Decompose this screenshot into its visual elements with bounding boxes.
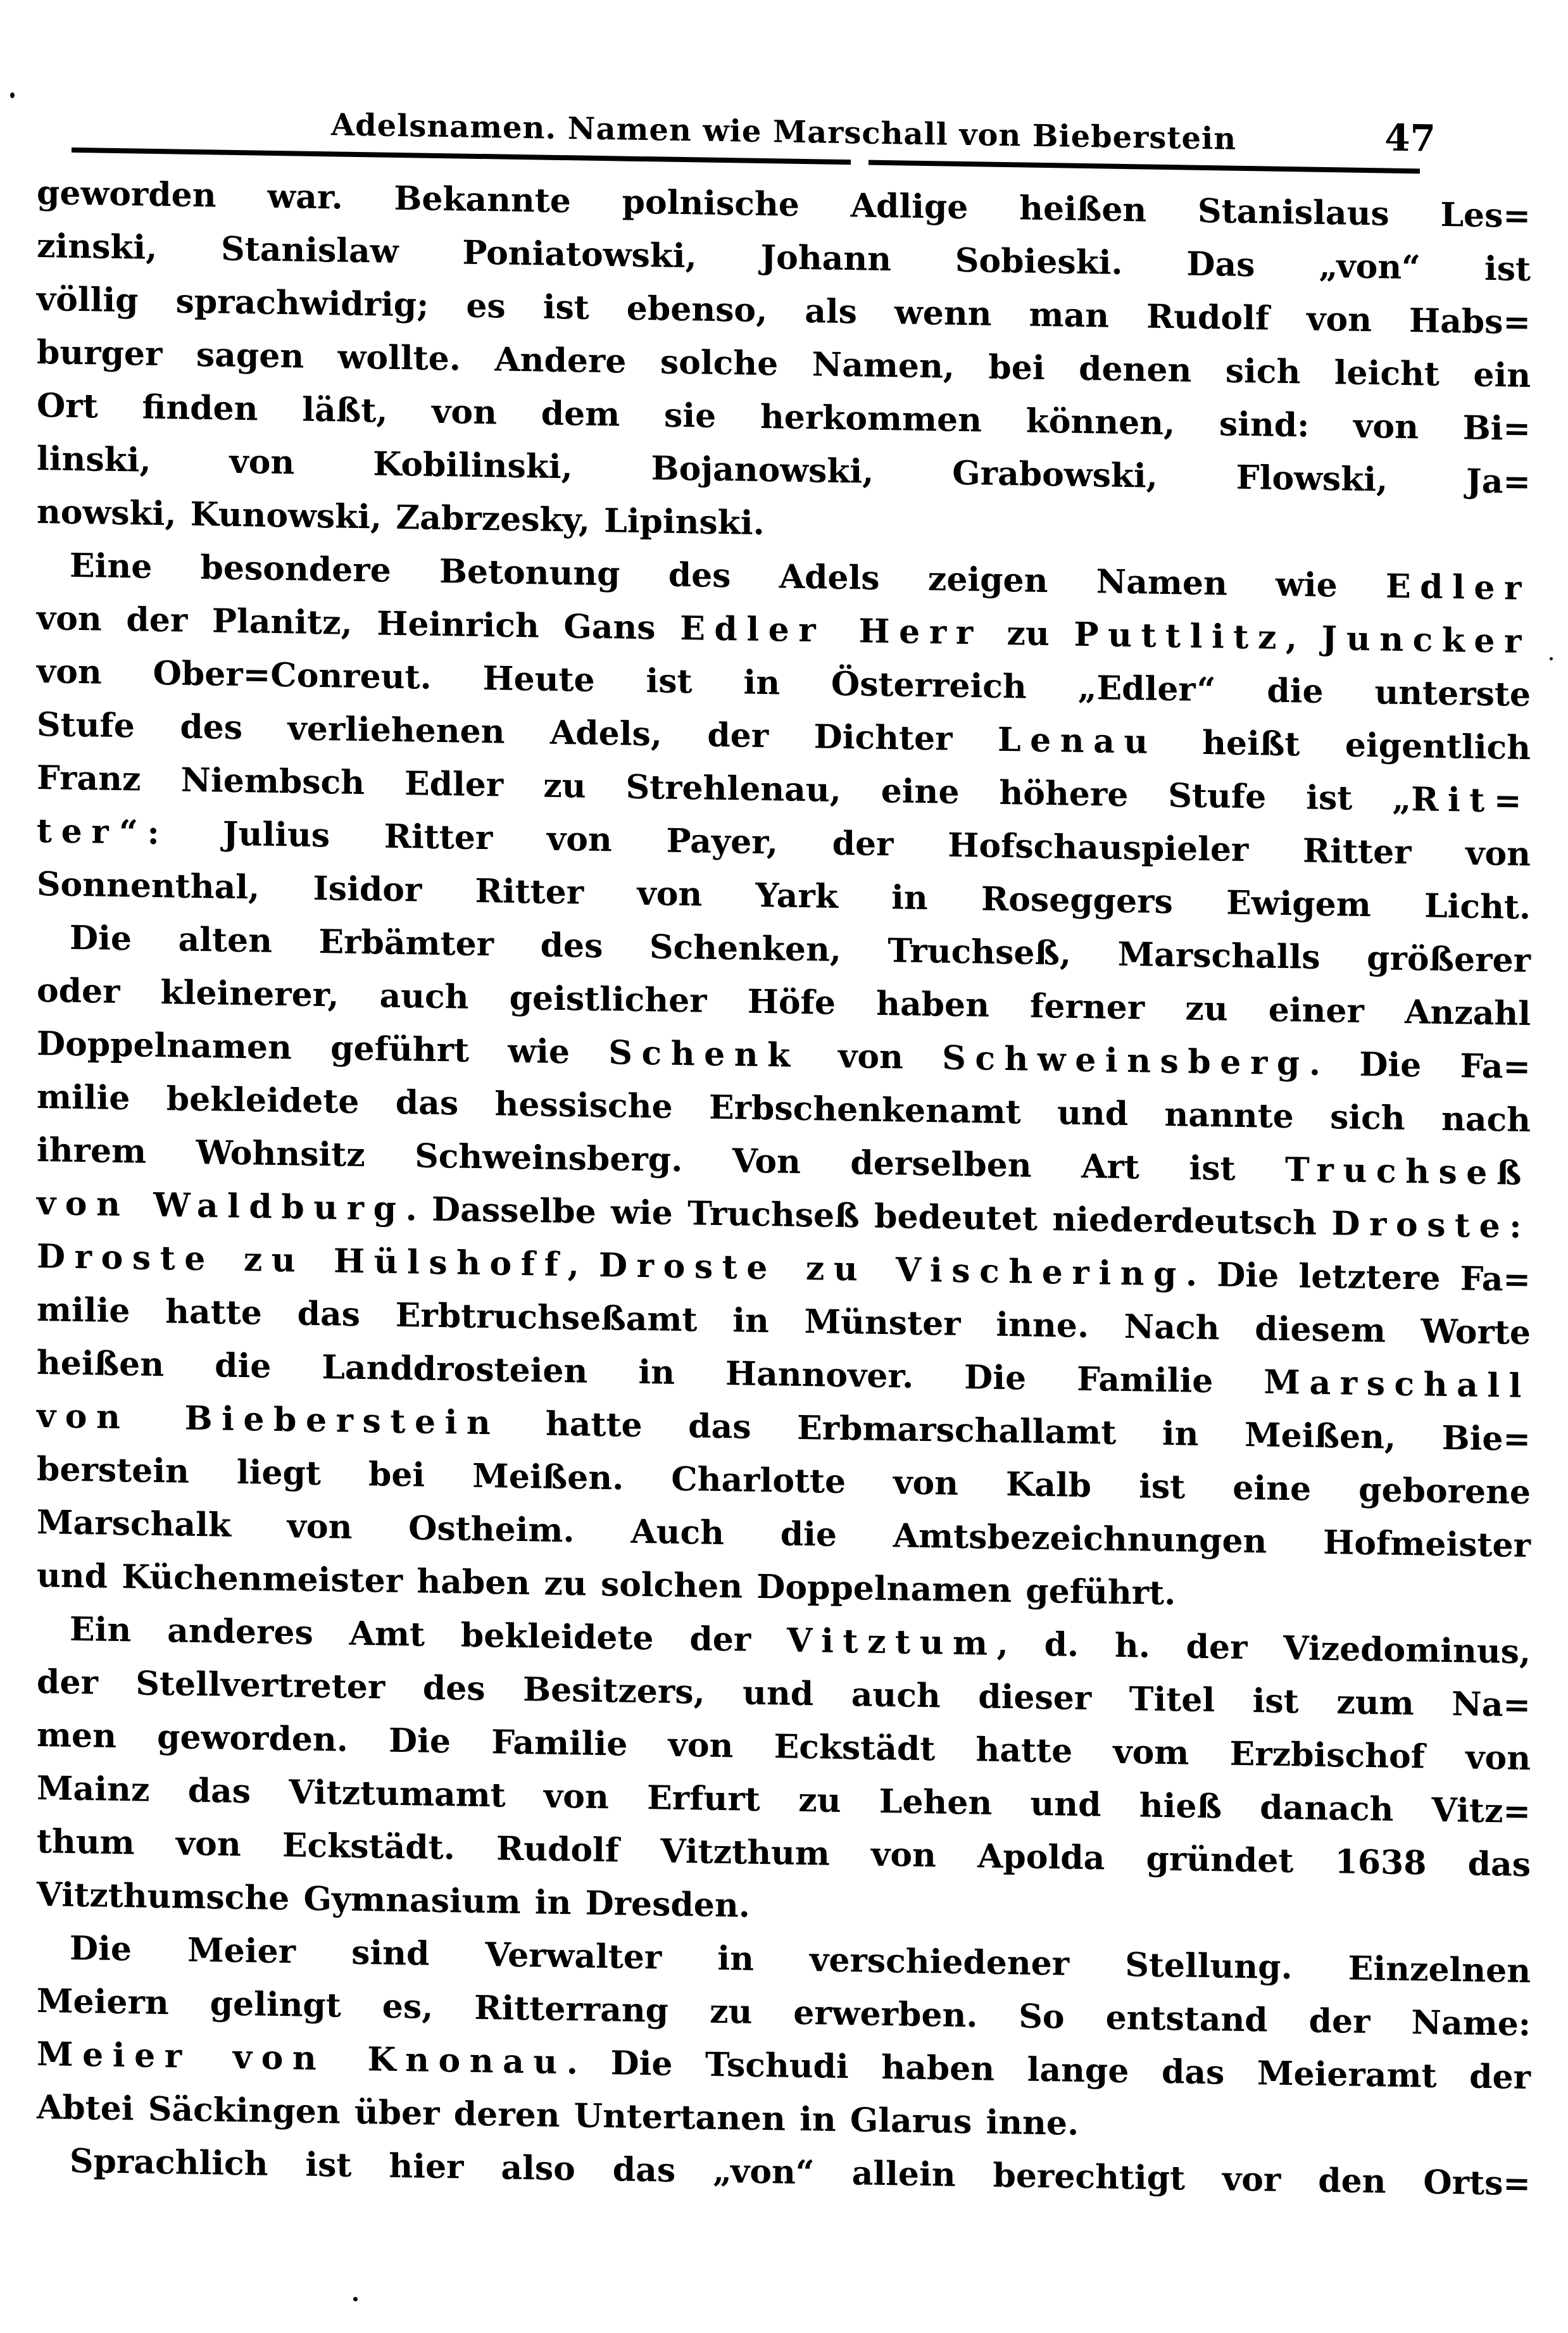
- text-run: Franz Niembsch Edler zu Strehlenau, eine höhere Stufe ist „: [37, 758, 1412, 819]
- text-run: Ein anderes Amt bekleidete der: [70, 1609, 787, 1660]
- scan-speck: [10, 92, 15, 98]
- emphasized-name: Vitztum: [787, 1621, 997, 1663]
- text-run: heißt eigentlich: [1157, 722, 1531, 768]
- text-run: Meiern gelingt es, Ritterrang zu erwerben. So entstand der Name:: [37, 1982, 1531, 2044]
- text-run: . Die letztere Fa=: [1185, 1255, 1531, 1300]
- emphasized-name: Droste zu Vischering: [599, 1245, 1186, 1294]
- header-title: Adelsnamen. Namen wie Marschall von Bieberstein: [330, 107, 1237, 157]
- text-run: zinski, Stanislaw Poniatowski, Johann Sobieski. Das „von“ ist: [37, 227, 1531, 289]
- text-run: Vitzthumsche Gymnasium in Dresden.: [37, 1875, 750, 1925]
- text-run: nowski, Kunowski, Zabrzesky, Lipinski.: [37, 493, 765, 543]
- text-run: Mainz das Vitztumamt von Erfurt zu Lehen und hieß danach Vitz=: [37, 1769, 1531, 1832]
- text-run: milie bekleidete das hessische Erbschenkenamt und nannte sich nach: [37, 1078, 1531, 1140]
- emphasized-name: von Bieberstein: [37, 1397, 500, 1443]
- text-run: Marschalk von Ostheim. Auch die Amtsbezeichnungen Hofmeister: [37, 1503, 1531, 1566]
- text-run: von: [799, 1036, 943, 1078]
- text-run: thum von Eckstädt. Rudolf Vitzthum von Apolda gründet 1638 das: [37, 1822, 1531, 1885]
- emphasized-name: Lenau: [997, 720, 1157, 762]
- text-run: Stufe des verliehenen Adels, der Dichter: [37, 705, 998, 759]
- emphasized-name: Truchseß: [1285, 1150, 1531, 1193]
- text-run: ,: [567, 1245, 599, 1285]
- emphasized-name: Marschall: [1264, 1362, 1531, 1406]
- text-run: zu: [982, 613, 1074, 654]
- emphasized-name: ter“:: [37, 812, 169, 853]
- text-run: Die Meier sind Verwalter in verschiedener Stellung. Einzelnen: [70, 1928, 1531, 1991]
- text-run: Sprachlich ist hier also das „von“ allein berechtigt vor den Orts=: [70, 2141, 1531, 2204]
- text-run: Abtei Säckingen über deren Untertanen in Glarus inne.: [37, 2088, 1079, 2143]
- text-run: berstein liegt bei Meißen. Charlotte von Kalb ist eine geborene: [37, 1450, 1531, 1512]
- emphasized-name: Droste zu Hülshoff: [37, 1237, 568, 1285]
- text-run: milie hatte das Erbtruchseßamt in Münster inne. Nach diesem Worte: [37, 1290, 1531, 1353]
- text-run: . Dasselbe wie Truchseß bedeutet niederdeutsch: [405, 1190, 1332, 1243]
- emphasized-name: Rit=: [1411, 780, 1531, 821]
- text-run: Doppelnamen geführt wie: [37, 1024, 609, 1072]
- emphasized-name: Puttlitz: [1074, 615, 1286, 657]
- emphasized-name: Juncker: [1321, 619, 1531, 662]
- text-run: ihrem Wohnsitz Schweinsberg. Von derselben Art ist: [37, 1131, 1286, 1189]
- text-run: von der Planitz, Heinrich Gans: [37, 599, 681, 648]
- emphasized-name: Meier von Knonau: [37, 2035, 567, 2082]
- text-run: Ort finden läßt, von dem sie herkommen können, sind: von Bi=: [37, 386, 1531, 449]
- scan-speck: [353, 2297, 358, 2301]
- text-run: , d. h. der Vizedominus,: [996, 1624, 1531, 1672]
- text-run: oder kleinerer, auch geistlicher Höfe haben ferner zu einer Anzahl: [37, 971, 1531, 1034]
- text-run: Julius Ritter von Payer, der Hofschauspieler Ritter von: [168, 814, 1531, 874]
- scan-speck: [1550, 657, 1553, 660]
- page-content: [37, 76, 1531, 2315]
- text-run: hatte das Erbmarschallamt in Meißen, Bie=: [499, 1404, 1531, 1459]
- text-run: von Ober=Conreut. Heute ist in Österreich „Edler“ die unterste: [37, 652, 1531, 715]
- text-run: der Stellvertreter des Besitzers, und auch dieser Titel ist zum Na=: [37, 1663, 1531, 1725]
- text-run: Sonnenthal, Isidor Ritter von Yark in Roseggers Ewigem Licht.: [37, 865, 1531, 928]
- emphasized-name: von Waldburg: [37, 1184, 406, 1229]
- text-run: geworden war. Bekannte polnische Adlige heißen Stanislaus Les=: [37, 173, 1531, 236]
- emphasized-name: Droste:: [1331, 1204, 1531, 1247]
- text-run: heißen die Landdrosteien in Hannover. Die Familie: [37, 1343, 1264, 1402]
- emphasized-name: Edler Herr: [680, 608, 982, 653]
- text-run: . Die Fa=: [1308, 1044, 1531, 1087]
- text-block: [37, 167, 1531, 2211]
- text-run: und Küchenmeister haben zu solchen Doppelnamen geführt.: [37, 1556, 1176, 1613]
- text-run: Die alten Erbämter des Schenken, Truchseß, Marschalls größerer: [70, 918, 1531, 981]
- emphasized-name: Schweinsberg: [942, 1038, 1309, 1083]
- text-run: Eine besondere Betonung des Adels zeigen Namen wie: [70, 546, 1386, 606]
- text-run: ,: [1285, 618, 1322, 658]
- text-run: . Die Tschudi haben lange das Meieramt der: [566, 2043, 1531, 2097]
- text-run: men geworden. Die Familie von Eckstädt hatte vom Erzbischof von: [37, 1716, 1531, 1778]
- text-run: linski, von Kobilinski, Bojanowski, Grabowski, Flowski, Ja=: [37, 439, 1531, 502]
- emphasized-name: Edler: [1385, 567, 1531, 608]
- text-run: völlig sprachwidrig; es ist ebenso, als wenn man Rudolf von Habs=: [37, 280, 1531, 343]
- text-run: burger sagen wollte. Andere solche Namen, bei denen sich leicht ein: [37, 333, 1531, 396]
- emphasized-name: Schenk: [608, 1033, 800, 1075]
- page-number: 47: [1384, 116, 1436, 160]
